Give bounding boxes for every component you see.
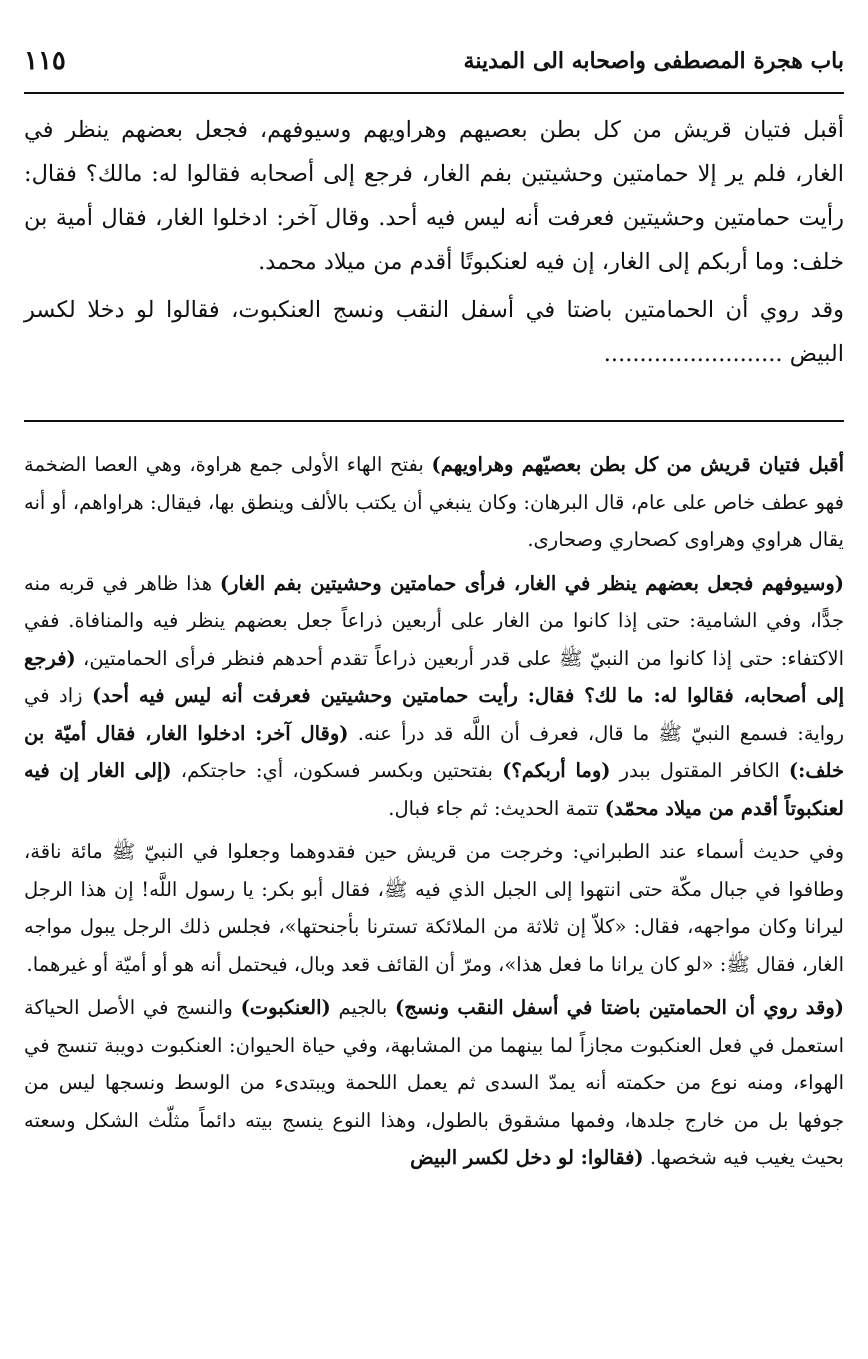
commentary-paragraph-4 [24, 989, 844, 1177]
commentary-text [24, 446, 844, 1177]
quoted-phrase: أقبل فتيان قريش من كل بطن بعصيّهم وهراويهم) [431, 453, 844, 476]
main-text-paragraph-1: أقبل فتيان قريش من كل بطن بعصيهم وهراويهم وسيوفهم، فجعل بعضهم ينظر في الغار، فلم ير إلا حمامتين وحشيتين بفم الغار، فرجع إلى أصحابه فقالوا له: مالك؟ فقال: رأيت حمامتين وحشيتين فعرفت أنه ليس فيه أحد. وقال آخر: ادخلوا الغار، فقال أمية بن خلف: وما أربكم إلى الغار، إن فيه لعنكبوتًا أقدم من ميلاد محمد. [24, 117, 844, 275]
quoted-phrase: (وقد روي أن الحمامتين باضتا في أسفل النقب ونسج) [395, 996, 844, 1019]
commentary-paragraph-3: وفي حديث أسماء عند الطبراني: وخرجت من قريش حين فقدوهما وجعلوا في النبيّ ﷺ مائة ناقة، وطافوا في جبال مكّة حتى انتهوا إلى الجبل الذي فيه ﷺ، فقال أبو بكر: يا رسول اللَّه! إن هذا الرجل ليرانا وكان مواجهه، فقال: «كلاّ إن ثلاثة من الملائكة تسترنا بأجنحتها»، فجلس ذلك الرجل يبول مواجه الغار، فقال ﷺ: «لو كان يرانا ما فعل هذا»، ومرّ أن القائف قعد وبال، فيحتمل أنه هو أو أميّة أو غيرهما. [24, 840, 844, 976]
quoted-phrase: (وما أربكم؟) [502, 759, 611, 782]
main-text-paragraph-2-text: وقد روي أن الحمامتين باضتا في أسفل النقب ونسج العنكبوت، فقالوا لو دخلا لكسر البيض [24, 297, 844, 367]
quoted-phrase: (العنكبوت) [240, 996, 331, 1019]
commentary-span: الكافر المقتول ببدر [610, 759, 789, 782]
main-text-paragraph-2 [24, 288, 844, 376]
quoted-phrase: (وسيوفهم فجعل بعضهم ينظر في الغار، فرأى حمامتين وحشيتين بفم الغار) [219, 571, 844, 595]
commentary-paragraph-2 [24, 565, 844, 828]
ellipsis-dots: ......................... [603, 341, 783, 367]
commentary-span: تتمة الحديث: ثم جاء فبال. [388, 796, 605, 820]
commentary-span: زاد في رواية: فسمع النبيّ ﷺ ما قال، فعرف أن اللَّه قد درأ عنه. [24, 684, 844, 745]
commentary-span: بالجيم [330, 996, 396, 1019]
quoted-phrase: (إلى الغار إن فيه لعنكبوتاً أقدم من ميلاد محمّد) [24, 759, 844, 820]
commentary-span: والنسج في الأصل الحياكة استعمل في فعل العنكبوت مجازاً لما بينهما من المشابهة، وفي حياة الحيوان: العنكبوت دويبة تنسج في الهواء، ومنه نوع من حكمته أنه يمدّ السدى ثم يعمل اللحمة ويبتدىء من الوسط ونسجها ليس من جوفها بل من خارج جلدها، وفمها مشقوق بالطول، وهذا النوع ينسج بيته دائماً مثلّث الشكل وسعته بحيث يغيب فيه شخصها. [24, 996, 844, 1169]
quoted-phrase: (فرجع إلى أصحابه، فقالوا له: ما لك؟ فقال: رأيت حمامتين وحشيتين فعرفت أنه ليس فيه أحد) [24, 646, 844, 707]
commentary-span: هذا ظاهر في قربه منه جدًّا، وفي الشامية: حتى إذا كانوا من الغار على أربعين ذراعاً جعل بعضهم ينظر فيه والمنافاة. ففي الاكتفاء: حتى إذا كانوا من النبيّ ﷺ على قدر أربعين ذراعاً تقدم أحدهم فنظر فرأى الحمامتين، [24, 571, 844, 670]
commentary-paragraph-1 [24, 446, 844, 559]
page-header [24, 30, 844, 94]
chapter-title: باب هجرة المصطفى واصحابه الى المدينة [463, 48, 844, 74]
main-text [24, 108, 844, 376]
commentary-span: بفتحتين وبكسر فسكون، أي: حاجتكم، [171, 759, 503, 782]
quoted-phrase: (فقالوا: لو دخل لكسر البيض [410, 1146, 644, 1169]
commentary-span: بفتح الهاء الأولى جمع هراوة، وهي العصا الضخمة فهو عطف خاص على عام، قال البرهان: وكان ينبغي أن يكتب بالألف وينطق بها، فيقال: هراواهم، أو أنه يقال هراوي وهراوى كصحاري وصحارى. [24, 453, 844, 551]
footnote-divider [24, 420, 844, 422]
quoted-phrase: (وقال آخر: ادخلوا الغار، فقال أميّة بن خلف:) [24, 721, 845, 782]
page-number: ١١٥ [24, 46, 66, 76]
